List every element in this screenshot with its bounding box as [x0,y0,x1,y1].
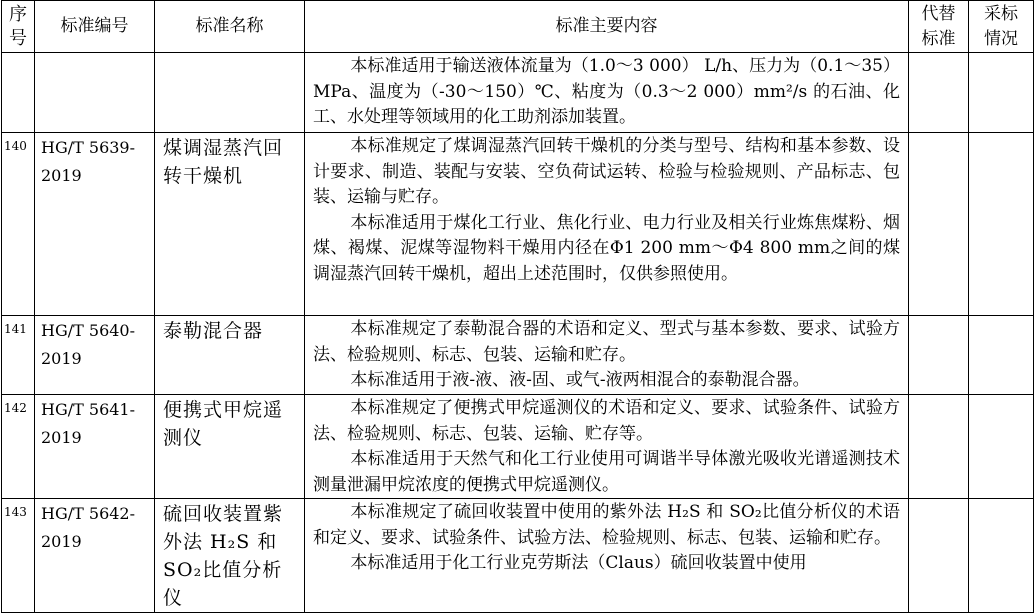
row-seq: 140 [2,133,35,316]
row-name: 泰勒混合器 [155,316,305,395]
table-row [2,53,1034,133]
content-paragraph: 本标准规定了硫回收装置中使用的紫外法 H₂S 和 SO₂比值分析仪的术语和定义、要求、试验条件、试验方法、检验规则、标志、包装、运输和贮存。 [313,502,900,548]
row-adopt [969,499,1034,613]
standards-table [1,0,1034,613]
row-adopt [969,316,1034,395]
row-replace [909,53,969,133]
row-name: 煤调湿蒸汽回转干燥机 [155,133,305,316]
row-code: HG/T 5642-2019 [35,499,155,613]
row-code: HG/T 5640-2019 [35,316,155,395]
content-paragraph: 本标准适用于化工行业克劳斯法（Claus）硫回收装置中使用 [350,553,807,573]
header-code: 标准编号 [35,1,155,53]
content-paragraph: 本标准适用于天然气和化工行业使用可调谐半导体激光吸收光谱遥测技术测量泄漏甲烷浓度的便携式甲烷遥测仪。 [313,449,900,495]
header-content: 标准主要内容 [305,1,909,53]
row-content [305,395,909,499]
table-row [2,395,1034,499]
row-replace [909,316,969,395]
row-replace [909,395,969,499]
table-row [2,499,1034,613]
row-name: 便携式甲烷遥测仪 [155,395,305,499]
content-paragraph: 本标准适用于输送液体流量为（1.0～3 000） L/h、压力为（0.1～35） MPa、温度为（-30～150）℃、粘度为（0.3～2 000）mm²/s 的石油、化工、水处理等领域用的化工助剂添加装置。 [313,56,900,127]
row-name [155,53,305,133]
row-seq: 141 [2,316,35,395]
header-adopt: 采标情况 [969,1,1034,53]
row-seq: 143 [2,499,35,613]
row-adopt [969,395,1034,499]
row-adopt [969,53,1034,133]
content-paragraph: 本标准规定了泰勒混合器的术语和定义、型式与基本参数、要求、试验方法、检验规则、标志、包装、运输和贮存。 [313,319,900,365]
row-seq: 142 [2,395,35,499]
row-code: HG/T 5641-2019 [35,395,155,499]
content-paragraph: 本标准规定了便携式甲烷遥测仪的术语和定义、要求、试验条件、试验方法、检验规则、标志、包装、运输、贮存等。 [313,398,900,444]
table-row [2,316,1034,395]
row-code: HG/T 5639-2019 [35,133,155,316]
header-seq: 序号 [2,1,35,53]
content-paragraph: 本标准规定了煤调湿蒸汽回转干燥机的分类与型号、结构和基本参数、设计要求、制造、装配与安装、空负荷试运转、检验与检验规则、产品标志、包装、运输与贮存。 [313,136,900,207]
table-header-row [2,1,1034,53]
header-replace: 代替标准 [909,1,969,53]
content-paragraph: 本标准适用于液-液、液-固、或气-液两相混合的泰勒混合器。 [350,370,810,390]
row-code [35,53,155,133]
row-content [305,499,909,613]
row-content [305,53,909,133]
row-content [305,133,909,316]
header-name: 标准名称 [155,1,305,53]
row-content [305,316,909,395]
row-seq [2,53,35,133]
table-row [2,133,1034,316]
content-paragraph: 本标准适用于煤化工行业、焦化行业、电力行业及相关行业炼焦煤粉、烟煤、褐煤、泥煤等湿物料干燥用内径在Φ1 200 mm～Φ4 800 mm之间的煤调湿蒸汽回转干燥机，超出上述范围时，仅供参照使用。 [313,212,900,284]
row-replace [909,133,969,316]
row-adopt [969,133,1034,316]
row-replace [909,499,969,613]
row-name: 硫回收装置紫外法 H₂S 和 SO₂比值分析仪 [155,499,305,613]
